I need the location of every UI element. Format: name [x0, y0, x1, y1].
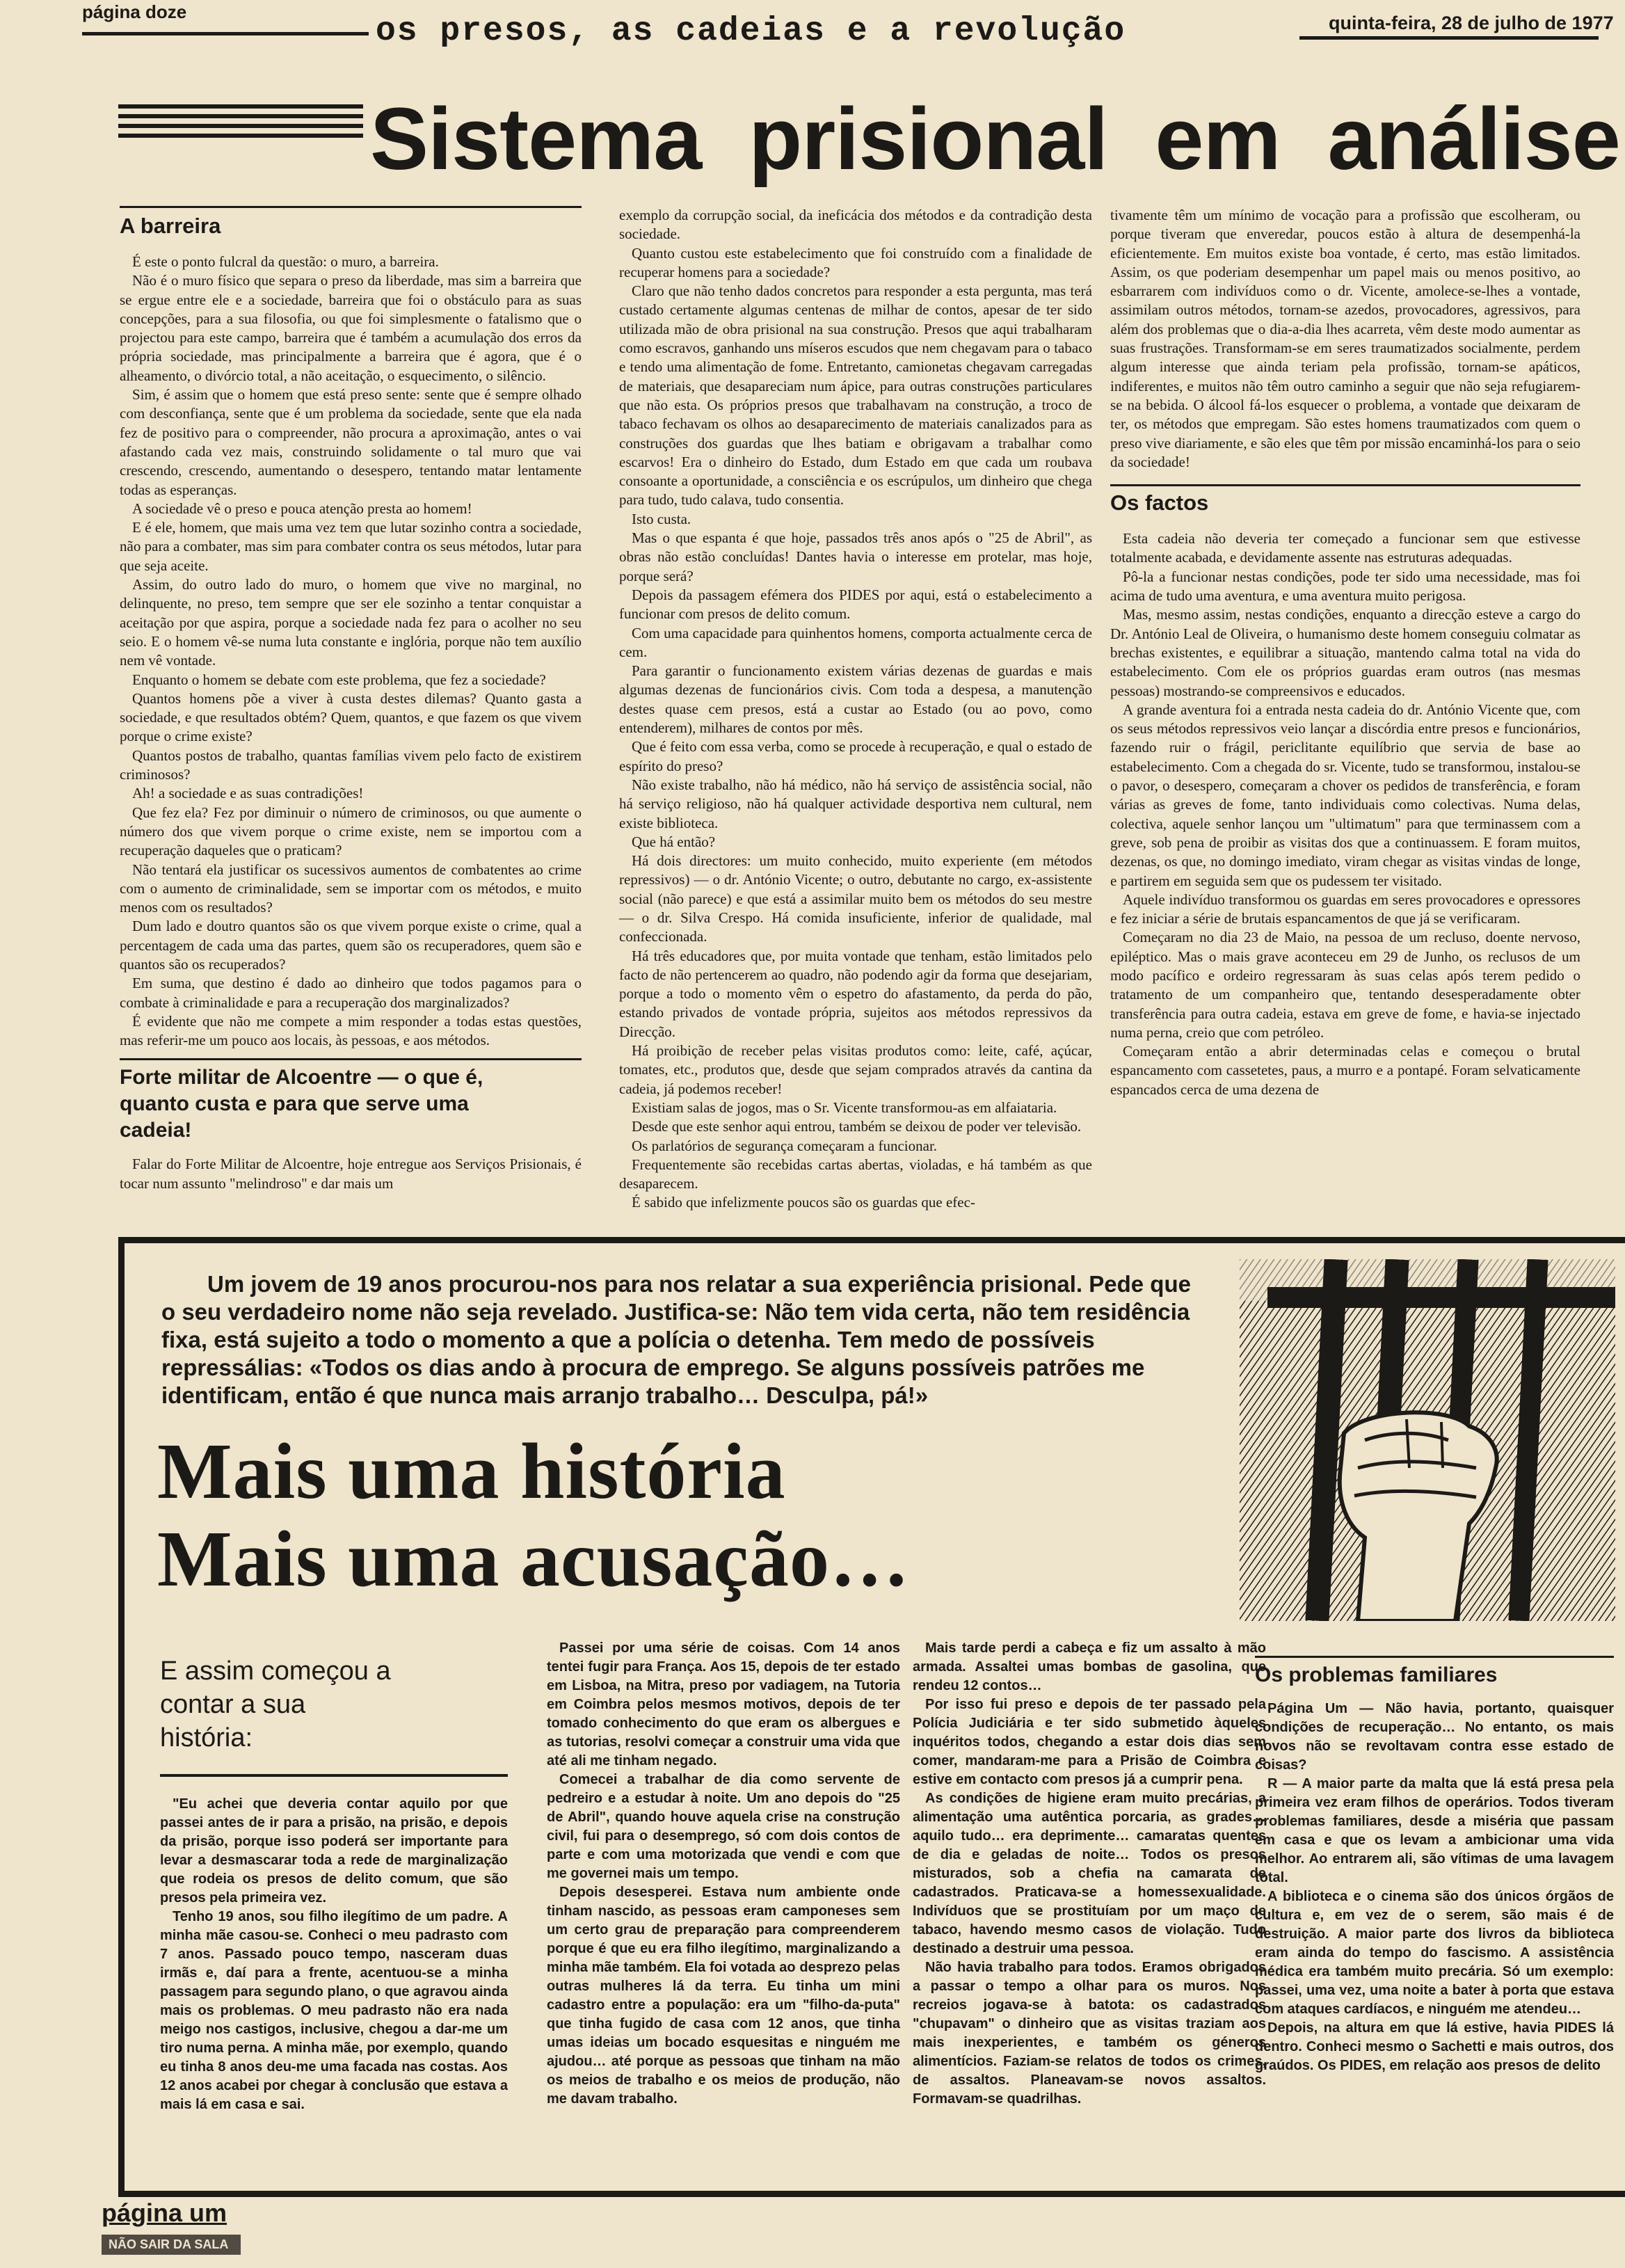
paragraph: A sociedade vê o preso e pouca atenção presta ao homem!	[132, 500, 472, 517]
paragraph: Pô-la a funcionar nestas condições, pode ter sido uma necessidade, mas foi acima de tudo uma aventura, e uma aventura muito perigosa.	[1110, 568, 1580, 605]
paragraph: Quanto custou este estabelecimento que foi construído com a finalidade de recuperar homens para a sociedade?	[619, 244, 1092, 280]
article-column-2	[619, 206, 1092, 1213]
paragraph: Página Um — Não havia, portanto, quaisquer condições de recuperação… No entanto, os mais novos não se revoltavam contra esse estado de coisas?	[1255, 1701, 1614, 1773]
paragraph: Aquele indivíduo transformou os guardas em seres provocadores e opressores e fez iniciar a série de brutais espancamentos de que já se verificaram.	[1110, 891, 1580, 927]
paragraph: R — A maior parte da malta que lá está presa pela primeira vez eram filhos de operários. Todos tiveram problemas familiares, desde a miséria que passam em casa e que os levam a ambicionar uma vida melhor. Ao entrarem ali, são vítimas de uma lavagem total.	[1255, 1776, 1614, 1885]
paragraph: tivamente têm um mínimo de vocação para a profissão que escolheram, ou porque tiveram que enveredar, poucos estão à altura de desempenhá-la eficientemente. Em muitos existe boa vontade, é certo, mas estão limitados. Assim, os que poderiam desempenhar um papel mais ou menos positivo, ao esbarrarem com indivíduos como o dr. Vicente, amolece-se-lhes a vontade, assimilam outros métodos, tornam-se azedos, provocadores, agressivos, para além dos problemas que o dia-a-dia lhes acarreta, vêm deste modo aumentar as suas frustrações. Transformam-se em seres traumatizados socialmente, perdem algum interesse que ainda teriam pela profissão, tornam-se apáticos, indiferentes, e muitos não têm outro caminho a seguir que não seja refugiarem-se na bebida. O álcool fá-los esquecer o problema, a vontade que deixaram de ter, os métodos que empregam. São estes homens traumatizados com quem o preso vive diariamente, e são eles que têm por missão encaminhá-los para o seio da sociedade!	[1110, 207, 1580, 470]
paragraph: Assim, do outro lado do muro, o homem que vive no marginal, no delinquente, no preso, tem sempre que ser ele sozinho a tentar conquistar a aceitação por que aspira, porque a sociedade nada fez para o acolher no seu seio. E o homem vê-se numa luta constante e inglória, porque não tem auxílio nem vê vontade.	[120, 576, 582, 669]
paragraph: Ah! a sociedade e as suas contradições!	[132, 785, 364, 802]
box-intro: Um jovem de 19 anos procurou-nos para nos relatar a sua experiência prisional. Pede que o seu verdadeiro nome não seja revelado. Justifica-se: Não tem vida certa, não tem residência fixa, está sujeito a todo o momento a que a polícia o detenha. Tem medo de possíveis repressálias: «Todos os dias ando à procura de emprego. Se alguns possíveis patrões me identificam, então é que nunca mais arranjo trabalho… Desculpa, pá!»	[161, 1271, 1191, 1408]
paragraph: Passei por uma série de coisas. Com 14 anos tentei fugir para França. Aos 15, depois de ter estado em Lisboa, na Mitra, preso por vadiagem, na Tutoria em Coimbra pelos mesmos motivos, depois de ter tomado conhecimento do que eram os albergues e as tutorias, resolvi começar a construir uma vida que até ali me tinham negado.	[547, 1640, 900, 1768]
paragraph: Desde que este senhor aqui entrou, também se deixou de poder ver televisão.	[632, 1118, 1082, 1135]
header-rule-left	[82, 32, 369, 35]
paragraph: Depois, na altura em que lá estive, havia PIDES lá dentro. Conheci mesmo o Sachetti e mais outros, dos graúdos. Os PIDES, em relação aos presos de delito	[1255, 2020, 1614, 2073]
paragraph: Mas o que espanta é que hoje, passados três anos após o "25 de Abril", as obras não estão concluídas! Dantes havia o interesse em protelar, mas hoje, porque será?	[619, 529, 1092, 584]
paragraph: Há proibição de receber pelas visitas produtos como: leite, café, açúcar, tomates, etc., produtos que, desde que sejam comprados através da cantina da cadeia, já podemos receber!	[619, 1042, 1092, 1097]
footer-label: página um	[102, 2198, 227, 2227]
box-title-line-2: Mais uma acusação…	[157, 1515, 910, 1603]
paragraph: Quantos homens põe a viver à custa destes dilemas? Quanto gasta a sociedade, e que resultados obtém? Quem, quantos, e que fazem os que vivem porque o crime existe?	[120, 689, 582, 745]
paragraph: Depois da passagem efémera dos PIDES por aqui, está o estabelecimento a funcionar com presos de delito comum.	[619, 586, 1092, 623]
paragraph: Sim, é assim que o homem que está preso sente: sente que é sempre olhado com desconfiança, sente que é um problema da sociedade, sente que ela nada fez de positivo para o compreender, não procura a aproximação, antes o vai afastando cada vez mais, construindo solidamente o tal muro que vai crescendo, crescendo, aumentando o desespero, tentando matar lentamente todas as esperanças.	[120, 386, 582, 498]
paragraph: Em suma, que destino é dado ao dinheiro que todos pagamos para o combate à criminalidade e para a recuperação dos marginalizados?	[120, 975, 582, 1011]
box-border-bottom	[118, 2191, 1625, 2197]
paragraph: Por isso fui preso e depois de ter passado pela Polícia Judiciária e ter sido submetido àqueles inquéritos todos, chegando a estar dois dias sem comer, mandaram-me para a Prisão de Coimbra e estive em contacto com presos já a cumprir pena.	[913, 1697, 1266, 1787]
subtitle-os-factos: Os factos	[1110, 490, 1209, 516]
box-border-top	[118, 1237, 1625, 1243]
paragraph: As condições de higiene eram muito precárias, a alimentação uma autêntica porcaria, as grades… aquilo tudo… era deprimente… camaratas quentes de dia e geladas de noite… Todos os presos misturados, sob a chefia na camarata de cadastrados. Praticava-se a homessexualidade. Indivíduos que se prostituíam por um maço de tabaco, havendo mesmo casos de violação. Tudo destinado a destruir uma pessoa.	[913, 1791, 1266, 1956]
page-number-label: página doze	[82, 1, 187, 22]
paragraph: Não existe trabalho, não há médico, não há serviço de assistência social, não há serviço religioso, não há qualquer actividade desportiva nem cultural, nem existe biblioteca.	[619, 776, 1092, 831]
article-column-1	[120, 206, 582, 1193]
paragraph: Enquanto o homem se debate com este problema, que fez a sociedade?	[132, 671, 546, 688]
paragraph: Depois desesperei. Estava num ambiente onde tinham nascido, as pessoas eram camponeses sem um certo grau de preparação para compreenderem porque é que eu era filho ilegítimo, marginalizando a minha mãe também. Ela foi votada ao desprezo pelas outras mulheres lá da terra. Eu tinha um mini cadastro entre a população: era um "filho-da-puta" que tinha fugido de casa com 12 anos, que tinha umas ideias um bocado esquesitas e ninguém me ajudou… até porque as pessoas que tinham na mão os meios de trabalho e os meios de produção, não me davam trabalho.	[547, 1885, 900, 2107]
column-1-text-continued	[120, 1155, 582, 1193]
paragraph: Comecei a trabalhar de dia como servente de pedreiro e a estudar à noite. Um ano depois do "25 de Abril", quando houve aquela crise na construção civil, fui para o desemprego, só com dois contos de parte e com uma motorizada que vendi e com que me governei mais um tempo.	[547, 1772, 900, 1881]
prison-bars-illustration	[1240, 1259, 1615, 1621]
paragraph: A biblioteca e o cinema são dos únicos órgãos de cultura e, em vez de o serem, são mais é de destruição. A maior parte dos livros da biblioteca eram ainda do tempo do fascismo. A assistência médica era também muito precária. Só um exemplo: passei, uma vez, uma noite a bater à porta que estava com ataques cardíacos, e ninguém me atendeu…	[1255, 1889, 1614, 2017]
subtitle-problemas-familiares: Os problemas familiares	[1255, 1663, 1498, 1686]
paragraph: Que é feito com essa verba, como se procede à recuperação, e qual o estado de espírito do preso?	[619, 738, 1092, 774]
box-column-3	[913, 1639, 1266, 2109]
paragraph: Falar do Forte Militar de Alcoentre, hoje entregue aos Serviços Prisionais, é tocar num assunto "melindroso" e dar mais um	[120, 1156, 582, 1192]
paragraph: Mais tarde perdi a cabeça e fiz um assalto à mão armada. Assaltei umas bombas de gasolina, que rendeu 12 contos…	[913, 1640, 1266, 1693]
column-3-text	[1110, 529, 1580, 1099]
paragraph: A grande aventura foi a entrada nesta cadeia do dr. António Vicente que, com os seus métodos repressivos veio lançar a discórdia entre presos e funcionários, fazendo ruir o frágil, periclitante equilíbrio que servia de base ao estabelecimento. Com a chegada do sr. Vicente, tudo se transformou, instalou-se o pavor, o desespero, começaram a chover os pedidos de transferência, e foram várias as greves de fome, tanto individuais como colectivas. Numa delas, colectiva, aquele senhor lançou um "ultimatum" para que terminassem com a greve, sob pena de proibir as visitas dos que a continuassem. E foram muitos, dezenas, os que, no domingo imediato, viram chegar as visitas vindas de longe, e partirem em seguida sem que os pudessem ter visitado.	[1110, 701, 1580, 889]
box-column-1	[160, 1654, 508, 2114]
column-1-text	[120, 253, 582, 1050]
paragraph: É evidente que não me compete a mim responder a todas estas questões, mas referir-me um pouco aos locais, às pessoas, e aos métodos.	[120, 1012, 582, 1049]
issue-date: quinta-feira, 28 de julho de 1977	[1329, 13, 1614, 33]
paragraph: Que há então?	[632, 833, 716, 850]
paragraph: Tenho 19 anos, sou filho ilegítimo de um padre. A minha mãe casou-se. Conheci o meu padrasto com 7 anos. Passado pouco tempo, nasceram duas irmãs e, daí para a frente, acentuou-se a minha passagem para segundo plano, o que agravou ainda mais os problemas. O meu padrasto não era nada meigo nos castigos, inclusive, chegou a dar-me um tiro numa perna. A minha mãe, por exemplo, quando eu tinha 8 anos deu-me uma facada nas costas. Aos 12 anos acabei por chegar à conclusão que estava a mais lá em casa e sai.	[160, 1909, 508, 2112]
headline: Sistema prisional em análise	[370, 90, 1620, 188]
box-column-2	[547, 1639, 900, 2109]
paragraph: Frequentemente são recebidas cartas abertas, violadas, e há também as que desaparecem.	[619, 1156, 1092, 1192]
paragraph: É este o ponto fulcral da questão: o muro, a barreira.	[132, 253, 439, 270]
paragraph: Esta cadeia não deveria ter começado a funcionar sem que estivesse totalmente acabada, e devidamente assente nas estruturas adequadas.	[1110, 530, 1580, 566]
headline-rules	[118, 104, 363, 138]
subtitle-rule	[1110, 484, 1580, 486]
subtitle-rule	[120, 206, 582, 208]
paragraph: É sabido que infelizmente poucos são os guardas que efec-	[632, 1194, 975, 1211]
subtitle-rule	[120, 1058, 582, 1060]
paragraph: Existiam salas de jogos, mas o Sr. Vicente transformou-as em alfaiataria.	[632, 1099, 1057, 1116]
section-title: os presos, as cadeias e a revolução	[376, 13, 1126, 50]
footer-stamp: NÃO SAIR DA SALA	[102, 2235, 241, 2255]
paragraph: Isto custa.	[632, 510, 691, 527]
paragraph: Para garantir o funcionamento existem várias dezenas de guardas e mais algumas dezenas de funcionários civis. Com toda a despesa, a manutenção destes quase cem presos, está a custar ao Estado (ou ao povo, como entenderem), milhares de contos por mês.	[619, 662, 1092, 737]
paragraph: Não havia trabalho para todos. Eramos obrigados a passar o tempo a olhar para os muros. Nos recreios jogava-se à batota: os cadastrados "chupavam" o dinheiro que as visitas traziam aos mais inexperientes, e também os géneros alimentícios. Faziam-se relatos de todos os crimes, de assaltos. Planeavam-se novos assaltos. Formavam-se quadrilhas.	[913, 1960, 1266, 2107]
pull-quote: E assim começou a contar a sua história:	[160, 1656, 391, 1752]
paragraph: Começaram então a abrir determinadas celas e começou o brutal espancamento com cassetetes, paus, a murro e a pontapé. Foram selvaticamente espancados cerca de uma dezena de	[1110, 1043, 1580, 1098]
paragraph: Claro que não tenho dados concretos para responder a esta pergunta, mas terá custado certamente algumas centenas de milhar de contos, apesar de ter sido utilizada mão de obra prisional na sua construção. Presos que aqui trabalharam como escravos, ganhando uns míseros escudos que nem chegavam para o tabaco e tendo uma alimentação de fome. Entretanto, camionetas chegavam carregadas de materiais, que desapareciam num ápice, para outras construções particulares que não esta. Os próprios presos que trabalhavam na construção, a troco de tabaco fechavam os olhos ao desaparecimento de materiais canalizados para as construções dos guardas que lhes batiam e obrigavam a trabalhar como escarvos! Era o dinheiro do Estado, dum Estado em que cada um roubava consoante a oportunidade, a consciência e os escrúpulos, um dinheiro que chega para tudo, tudo calava, tudo consentia.	[619, 282, 1092, 509]
paragraph: Não é o muro físico que separa o preso da liberdade, mas sim a barreira que se ergue entre ele e a sociedade, barreira que foi o obstáculo para as suas concepções, para a sua filosofia, ou que foi simplesmente o fatalismo que o projectou para este campo, barreira que é também a acumulação dos erros da própria sociedade, mas principalmente a barreira que é agora, que é o alheamento, o divórcio total, a não aceitação, o esquecimento, o silêncio.	[120, 272, 582, 384]
paragraph: Há dois directores: um muito conhecido, muito experiente (em métodos repressivos) — o dr. António Vicente; o outro, debutante no cargo, ex-assistente social (não parece) e que está a assimilar muito bem os métodos do seu mestre — o dr. Silva Crespo. Há comida insuficiente, inferior de qualidade, mal confeccionada.	[619, 852, 1092, 945]
paragraph: Com uma capacidade para quinhentos homens, comporta actualmente cerca de cem.	[619, 624, 1092, 660]
article-column-3	[1110, 206, 1580, 1099]
paragraph: "Eu achei que deveria contar aquilo por que passei antes de ir para a prisão, na prisão, e depois da prisão, porque isso poderá ser importante para levar a desmascarar toda a rede de marginalização que rodeia os presos de delito comum, que são presos pela primeira vez.	[160, 1796, 508, 1906]
paragraph: Dum lado e doutro quantos são os que vivem porque existe o crime, qual a percentagem de cada uma das partes, quem são os recuperadores, quem são e quantos são os recuperados?	[120, 918, 582, 973]
header-rule-right	[1299, 36, 1599, 40]
paragraph: Quantos postos de trabalho, quantas famílias vivem pelo facto de existirem criminosos?	[120, 746, 582, 783]
pull-quote-rule	[160, 1774, 508, 1777]
paragraph: Começaram no dia 23 de Maio, na pessoa de um recluso, doente nervoso, epiléptico. Mas o mais grave aconteceu em 29 de Junho, os reclusos de um modo pacífico e ordeiro regressaram às suas celas após terem pedido o tratamento de um companheiro que, tentando desesperadamente obter transferência para outra cadeia, estava em greve de fome, e havia-se injectado numa perna, creio que com petróleo.	[1110, 929, 1580, 1041]
paragraph: E é ele, homem, que mais uma vez tem que lutar sozinho contra a sociedade, não para a combater, mas sim para combater contra os seus métodos, lutar para que seja aceite.	[120, 519, 582, 574]
paragraph: Há três educadores que, por muita vontade que tenham, estão limitados pelo facto de não pertencerem ao quadro, não podendo agir da forma que desejariam, porque a todo o momento vêm o espetro do afastamento, da perda do pão, estando privados de vontade própria, sujeitos aos métodos repressivos da Direcção.	[619, 947, 1092, 1040]
paragraph: Não tentará ela justificar os sucessivos aumentos de combatentes ao crime com o aumento de criminalidade, sem se importar com os métodos, e muito menos com os resultados?	[120, 861, 582, 916]
box-border-left	[118, 1237, 125, 2197]
paragraph: Os parlatórios de segurança começaram a funcionar.	[632, 1137, 938, 1154]
subtitle-rule	[1255, 1656, 1614, 1658]
subtitle-a-barreira: A barreira	[120, 214, 221, 238]
box-column-4	[1255, 1656, 1614, 2075]
paragraph: Mas, mesmo assim, nestas condições, enquanto a direcção esteve a cargo do Dr. António Leal de Oliveira, o humanismo deste homem conseguiu colmatar as brechas existentes, e equilibrar a situação, mantendo calma total na vida do estabelecimento. Com ele os próprios guardas eram outros (nas mesmas pessoas) mostrando-se compreensivos e educados.	[1110, 606, 1580, 699]
paragraph: Que fez ela? Fez por diminuir o número de criminosos, ou que aumente o número dos que vivem porque o crime existe, nem se importou com a recuperação daqueles que o praticam?	[120, 804, 582, 859]
paragraph: exemplo da corrupção social, da ineficácia dos métodos e da contradição desta sociedade.	[619, 207, 1092, 243]
box-title-line-1: Mais uma história	[157, 1427, 786, 1515]
subtitle-forte-militar: Forte militar de Alcoentre — o que é, quanto custa e para que serve uma cadeia!	[120, 1066, 483, 1142]
